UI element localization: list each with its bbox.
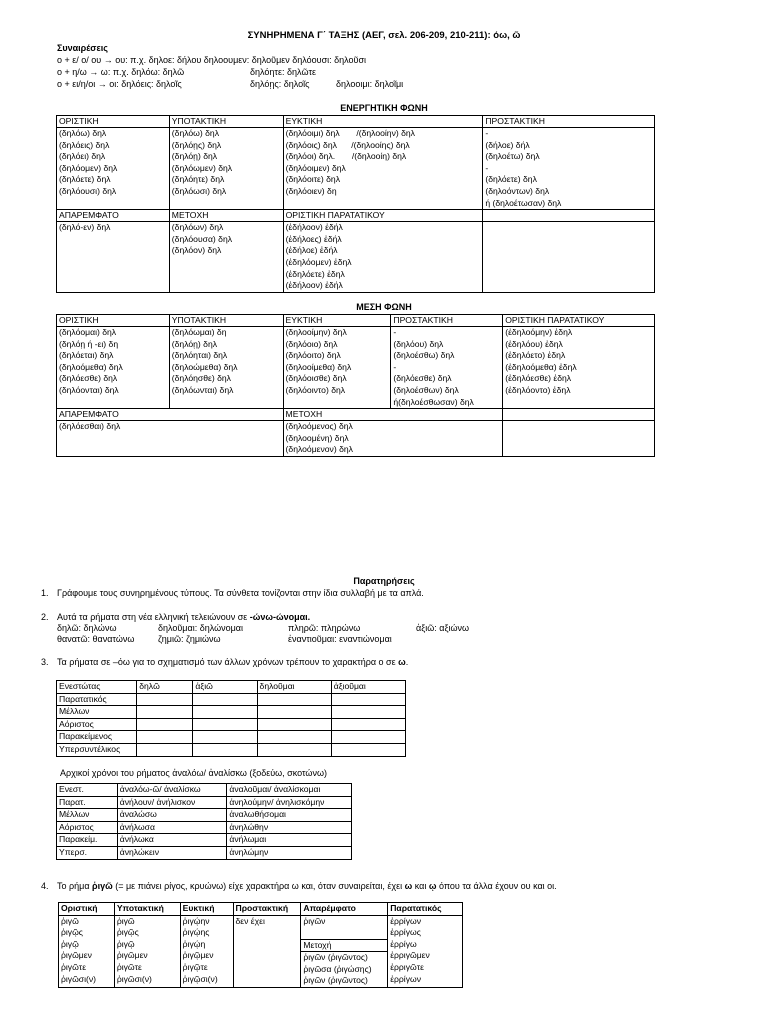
empty-cell: [257, 731, 331, 744]
middle-aparemfato-cell: (δηλόεσθαι) δηλ: [57, 421, 284, 457]
note-bold: ῳ: [428, 881, 437, 891]
note-text: όπου τα άλλα έχουν ου και οι.: [436, 881, 557, 891]
notes-heading: Παρατηρήσεις: [353, 576, 415, 586]
tense-header: Ενεστώτας: [57, 681, 137, 694]
note-1: [41, 588, 424, 598]
middle-prostaktiki-cell: - (δηλόου) δηλ (δηλοέσθω) δηλ - (δηλόεσθε) δηλ (δηλοέσθων) δηλ ή(δηλοέσθωσαν) δηλ: [391, 327, 503, 409]
header-paratatikos: ΟΡΙΣΤΙΚΗ ΠΑΡΑΤΑΤΙΚΟΥ: [503, 315, 655, 327]
empty-cell: [331, 706, 405, 719]
tense-row-label: Μέλλων: [57, 706, 137, 719]
header-ypotaktiki: ΥΠΟΤΑΚΤΙΚΗ: [169, 315, 283, 327]
empty-cell: [137, 706, 193, 719]
header-efktiki: ΕΥΚΤΙΚΗ: [283, 315, 391, 327]
tense-header: ἀξιοῦμαι: [331, 681, 405, 694]
note-text: και: [412, 881, 429, 891]
middle-voice-heading: ΜΕΣΗ ΦΩΝΗ: [356, 302, 412, 312]
analisko-cell: Ενεστ.: [57, 784, 118, 797]
example-word: ζημιῶ: ζημιώνω: [158, 634, 221, 644]
note-bold: ω: [404, 881, 413, 891]
example-word: δηλοῦμαι: δηλώνομαι: [158, 623, 243, 633]
page-title: ΣΥΝΗΡΗΜΕΝΑ Γ΄ ΤΑΞΗΣ (ΑΕΓ, σελ. 206-209, 210-211): όω, ῶ: [247, 30, 521, 41]
tense-row-label: Παρατατικός: [57, 693, 137, 706]
rigo-metochi-cell: ῥιγῶν (ῥιγῶντος) ῥιγῶσα (ῥιγώσης) ῥιγῶν (ῥιγῶντος): [301, 952, 388, 988]
rigo-paratatikos-cell: ἐρρίγων ἐρρίγως ἐρρίγω ἐρριγῶμεν ἐρριγῶτε ἐρρίγων: [388, 915, 463, 988]
analisko-caption: Αρχικοί χρόνοι του ρήματος ἀναλόω/ ἀναλίσκω (ξοδεύω, σκοτώνω): [60, 768, 327, 778]
analisko-cell: ἀνήλωκα: [117, 834, 227, 847]
synairesi-rule-2-example: δηλόητε: δηλῶτε: [250, 67, 317, 77]
tense-header: δηλοῦμαι: [257, 681, 331, 694]
note-3: [41, 657, 408, 667]
empty-cell: [503, 421, 655, 457]
active-voice-heading: ΕΝΕΡΓΗΤΙΚΗ ΦΩΝΗ: [340, 103, 428, 113]
tense-header: ἀξιῶ: [193, 681, 257, 694]
synaireseis-heading: Συναιρέσεις: [57, 43, 108, 53]
analisko-cell: ἀνηλώθην: [227, 821, 352, 834]
header-aparemfato: ΑΠΑΡΕΜΦΑΤΟ: [57, 210, 170, 222]
analisko-cell: Υπερσ.: [57, 846, 118, 859]
synairesi-rule-3-example: δηλόῃς: δηλοῖς: [250, 79, 310, 89]
middle-ypotaktiki-cell: (δηλόωμαι) δη (δηλόῃ) δηλ (δηλόηται) δηλ (δηλοώμεθα) δηλ (δηλόησθε) δηλ (δηλόωνται) δηλ: [169, 327, 283, 409]
rigo-oristiki-cell: ῥιγῶ ῥιγῷς ῥιγῷ ῥιγῶμεν ῥιγῶτε ῥιγῶσι(ν): [59, 915, 115, 988]
rigo-metochi-label: Μετοχή: [301, 939, 388, 952]
note-text: Αυτά τα ρήματα στη νέα ελληνική τελειώνουν σε: [57, 612, 250, 622]
note-number: 1.: [41, 588, 49, 598]
note-bold: -ώνω-ώνομαι.: [249, 612, 311, 622]
active-oristiki-cell: (δηλόω) δηλ (δηλόεις) δηλ (δηλόει) δηλ (δηλόομεν) δηλ (δηλόετε) δηλ (δηλόουσι) δηλ: [57, 128, 170, 210]
header-metochi: ΜΕΤΟΧΗ: [169, 210, 283, 222]
empty-cell: [331, 693, 405, 706]
empty-cell: [137, 743, 193, 756]
tense-row-label: Αόριστος: [57, 718, 137, 731]
note-number: 3.: [41, 657, 49, 667]
analisko-cell: ἀναλοῦμαι/ ἀναλίσκομαι: [227, 784, 352, 797]
synairesi-rule-3: ο + ει/η/οι → οι: δηλόεις: δηλοῖς: [57, 79, 182, 89]
note-number: 2.: [41, 612, 49, 622]
header-prostaktiki: Προστακτική: [233, 903, 301, 916]
rigo-ypotaktiki-cell: ῥιγῶ ῥιγῷς ῥιγῷ ῥιγῶμεν ῥιγῶτε ῥιγῶσι(ν): [114, 915, 180, 988]
active-efktiki-cell: (δηλόοιμι) δηλ /(δηλοοίην) δηλ (δηλόοις) δηλ /(δηλοοίης) δηλ (δηλόοι) δηλ. /(δηλοοίη) δηλ (δηλόοιμεν) δηλ (δηλόοιτε) δηλ (δηλόοιεν) δη: [283, 128, 483, 210]
example-word: δηλῶ: δηλώνω: [57, 623, 117, 633]
middle-metochi-cell: (δηλοόμενος) δηλ (δηλοομένη) δηλ (δηλοόμενον) δηλ: [283, 421, 503, 457]
header-oristiki: Οριστική: [59, 903, 115, 916]
header-ypotaktiki: Υποτακτική: [114, 903, 180, 916]
rigo-table: [58, 902, 463, 988]
analisko-table: [56, 783, 352, 860]
example-word: πληρῶ: πληρώνω: [288, 623, 361, 633]
header-aparemfato: ΑΠΑΡΕΜΦΑΤΟ: [57, 409, 284, 421]
rigo-efktiki-cell: ῥιγῴην ῥιγῴης ῥιγῴη ῥιγῷμεν ῥιγῷτε ῥιγῷσι(ν): [180, 915, 233, 988]
empty-cell: [483, 222, 655, 293]
synairesi-rule-3-example-2: δηλοοιμι: δηλοῖμι: [336, 79, 404, 89]
rigo-prostaktiki-cell: δεν έχει: [233, 915, 301, 988]
note-text: Τα ρήματα σε –όω για το σχηματισμό των άλλων χρόνων τρέπουν το χαρακτήρα ο σε: [57, 657, 399, 667]
active-ypotaktiki-cell: (δηλόω) δηλ (δηλόῃς) δηλ (δηλόῃ) δηλ (δηλόωμεν) δηλ (δηλόητε) δηλ (δηλόωσι) δηλ: [169, 128, 283, 210]
empty-cell: [193, 731, 257, 744]
analisko-cell: ἀνηλώμην: [227, 846, 352, 859]
empty-cell: [193, 743, 257, 756]
empty-cell: [503, 409, 655, 421]
empty-cell: [193, 693, 257, 706]
note-2: [41, 612, 310, 622]
middle-voice-table: [56, 314, 655, 457]
header-paratatikos: ΟΡΙΣΤΙΚΗ ΠΑΡΑΤΑΤΙΚΟΥ: [283, 210, 483, 222]
analisko-cell: ἀναλόω-ῶ/ ἀναλίσκω: [117, 784, 227, 797]
example-word: ἀξιῶ: αξιώνω: [416, 623, 470, 633]
note-bold: ῥιγῶ: [92, 881, 113, 891]
empty-cell: [137, 731, 193, 744]
header-oristiki: ΟΡΙΣΤΙΚΗ: [57, 315, 170, 327]
analisko-cell: Μέλλων: [57, 809, 118, 822]
header-aparemfato: Απαρέμφατο: [301, 903, 388, 916]
header-ypotaktiki: ΥΠΟΤΑΚΤΙΚΗ: [169, 116, 283, 128]
synairesi-rule-1: ο + ε/ ο/ ου → ου: π.χ. δηλοε: δήλου δηλοουμεν: δηλοῦμεν δηλόουσι: δηλοῦσι: [57, 55, 367, 65]
tense-header: δηλῶ: [137, 681, 193, 694]
empty-cell: [257, 706, 331, 719]
middle-oristiki-cell: (δηλόομαι) δηλ (δηλόῃ ή -ει) δη (δηλόεται) δηλ (δηλοόμεθα) δηλ (δηλόεσθε) δηλ (δηλόονται) δηλ: [57, 327, 170, 409]
tense-row-label: Υπερσυντέλικος: [57, 743, 137, 756]
empty-cell: [331, 731, 405, 744]
active-voice-table: [56, 115, 655, 293]
empty-cell: [193, 706, 257, 719]
analisko-cell: Αόριστος: [57, 821, 118, 834]
header-efktiki: ΕΥΚΤΙΚΗ: [283, 116, 483, 128]
analisko-cell: ἀνήλουν/ ἀνήλισκον: [117, 796, 227, 809]
middle-paratatikos-cell: (ἐδηλοόμην) ἐδηλ (ἐδηλόου) ἐδηλ (ἐδηλόετο) ἐδηλ (ἐδηλοόμεθα) ἐδηλ (ἐδηλόεσθε) ἐδηλ (ἐδηλόοντο) ἐδηλ: [503, 327, 655, 409]
analisko-cell: ἀναλωθήσομαι: [227, 809, 352, 822]
note-text: Γράφουμε τους συνηρημένους τύπους. Τα σύνθετα τονίζονται στην ίδια συλλαβή με τα απλά.: [57, 588, 424, 598]
header-efktiki: Ευκτική: [180, 903, 233, 916]
empty-cell: [257, 693, 331, 706]
empty-cell: [257, 743, 331, 756]
header-metochi: ΜΕΤΟΧΗ: [283, 409, 503, 421]
header-prostaktiki: ΠΡΟΣΤΑΚΤΙΚΗ: [483, 116, 655, 128]
analisko-cell: ἀνηλώκειν: [117, 846, 227, 859]
analisko-cell: Παρατ.: [57, 796, 118, 809]
note-text: (= με πιάνει ρίγος, κρυώνω) είχε χαρακτήρα ω και, όταν συναιρείται, έχει: [112, 881, 405, 891]
header-oristiki: ΟΡΙΣΤΙΚΗ: [57, 116, 170, 128]
analisko-cell: ἀνήλωμαι: [227, 834, 352, 847]
active-metochi-cell: (δηλόων) δηλ (δηλόουσα) δηλ (δηλόον) δηλ: [169, 222, 283, 293]
empty-cell: [137, 693, 193, 706]
empty-cell: [331, 743, 405, 756]
example-word: θανατῶ: θανατώνω: [57, 634, 135, 644]
active-aparemfato-cell: (δηλό-εν) δηλ: [57, 222, 170, 293]
empty-cell: [483, 210, 655, 222]
rigo-aparemfato-cell: ῥιγῶν: [301, 915, 388, 939]
empty-cell: [331, 718, 405, 731]
active-prostaktiki-cell: - (δήλοε) δήλ (δηλοέτω) δηλ - (δηλόετε) δηλ (δηλοόντων) δηλ ή (δηλοέτωσαν) δηλ: [483, 128, 655, 210]
header-prostaktiki: ΠΡΟΣΤΑΚΤΙΚΗ: [391, 315, 503, 327]
tenses-table: [56, 680, 406, 757]
note-4: [41, 881, 557, 891]
empty-cell: [193, 718, 257, 731]
analisko-cell: ἀνηλούμην/ ἀνηλισκόμην: [227, 796, 352, 809]
analisko-cell: ἀνήλωσα: [117, 821, 227, 834]
note-text-end: .: [405, 657, 409, 667]
tense-row-label: Παρακείμενος: [57, 731, 137, 744]
empty-cell: [137, 718, 193, 731]
analisko-cell: ἀναλώσω: [117, 809, 227, 822]
example-word: ἐναντιοῦμαι: εναντιώνομαι: [288, 634, 392, 644]
note-bold: ω: [398, 657, 406, 667]
note-number: 4.: [41, 881, 49, 891]
synairesi-rule-2: ο + η/ω → ω: π.χ. δηλόω: δηλῶ: [57, 67, 185, 77]
analisko-cell: Παρακείμ.: [57, 834, 118, 847]
header-paratatikos: Παρατατικός: [388, 903, 463, 916]
empty-cell: [257, 718, 331, 731]
middle-efktiki-cell: (δηλοοίμην) δηλ (δηλόοιο) δηλ (δηλόοιτο) δηλ (δηλοοίμεθα) δηλ (δηλόοισθε) δηλ (δηλόοιντο) δηλ: [283, 327, 391, 409]
note-text: Το ρήμα: [57, 881, 93, 891]
active-paratatikos-cell: (ἐδήλοον) ἐδήλ (ἐδήλοες) ἐδήλ (ἐδήλοε) ἐδήλ (ἐδηλόομεν) ἐδηλ (ἐδηλόετε) ἐδηλ (ἐδήλοον) ἐδήλ: [283, 222, 483, 293]
